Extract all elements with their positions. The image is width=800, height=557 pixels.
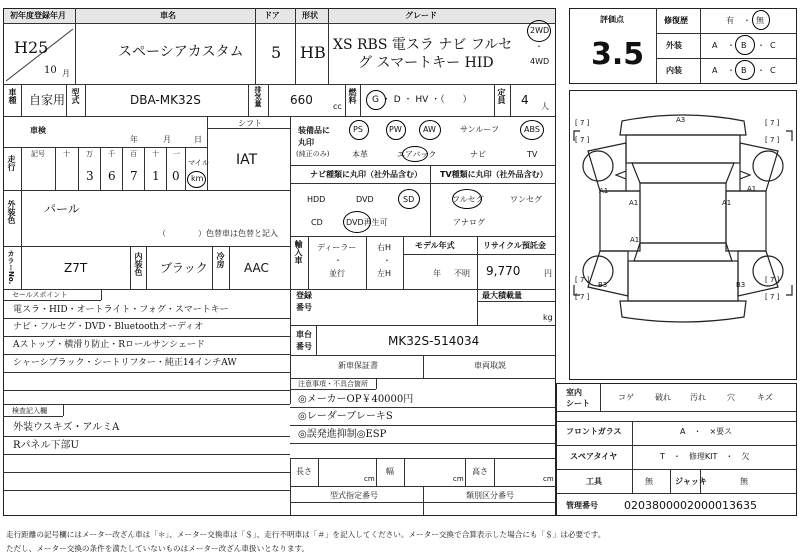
navi-hdd: HDD [307, 195, 326, 204]
import-parallel: 並行 [329, 269, 345, 278]
reg-year: H25 [14, 38, 49, 57]
eq-airbag: エアバック [397, 150, 437, 159]
cc-unit: cc [333, 102, 342, 111]
mileage-digit-5: 0 [172, 169, 180, 183]
ext-grade-dot1: ・ [727, 41, 735, 50]
sales-point-3: Aストップ・横滑り防止・Rロールサンシェード [13, 340, 205, 350]
jack-value: 無 [740, 477, 748, 486]
navi-dvd-play: DVD再生可 [346, 218, 388, 227]
diag-label-b3-left: B3 [598, 281, 608, 289]
height-unit: cm [543, 475, 554, 483]
import-dot-2: ・ [383, 256, 391, 265]
chassis-label: 車台 [296, 330, 312, 339]
sales-point-4: シャーシブラック・シートリフター・純正14インチAW [13, 358, 237, 368]
lower-right-frame [556, 383, 797, 516]
navi-sd: SD [403, 195, 415, 204]
grade-label: グレード [405, 11, 437, 20]
eq-ps: PS [353, 125, 363, 134]
interior-color-value: ブラック [160, 261, 208, 275]
equipment-label-3: (純正のみ) [296, 150, 330, 158]
tv-analog: アナログ [453, 218, 485, 227]
inspector-line-2: Rパネル下部U [13, 440, 79, 451]
navi-cd: CD [311, 218, 323, 227]
reg-no-label: 登録 [296, 291, 312, 300]
diag-seven-3: [ 7 ] [765, 119, 780, 127]
eq-tv: TV [527, 150, 538, 159]
exterior-grade-label: 外装 [666, 41, 682, 50]
displacement-value: 660 [290, 93, 313, 107]
eq-navi: ナビ [470, 150, 486, 159]
ac-label: 冷房 [216, 252, 225, 268]
model-value: DBA-MK32S [130, 93, 201, 107]
note-2: ◎レーダーブレーキS [298, 411, 393, 422]
exterior-color-label: 外装色 [7, 200, 16, 224]
shaken-day-unit: 日 [194, 135, 202, 144]
int-grade-dot1: ・ [727, 66, 735, 75]
capacity-unit: 人 [541, 102, 549, 111]
import-dot: ・ [334, 256, 342, 265]
diag-seven-8: [ 7 ] [765, 293, 780, 301]
length-unit: cm [364, 475, 375, 483]
eq-sunroof: サンルーフ [460, 125, 499, 134]
chassis-label-2: 番号 [296, 342, 312, 351]
mileage-digit-4: 1 [152, 169, 160, 183]
unit-km: km [191, 174, 204, 183]
width-unit: cm [453, 475, 464, 483]
type-no-label: 型式指定番号 [330, 491, 378, 500]
inspector-line-1: 外装ウスキズ・アルミA [13, 422, 120, 433]
length-label: 長さ [296, 467, 312, 476]
tv-label: TV種類に丸印（社外品含む） [440, 170, 548, 179]
exterior-color-value: パール [44, 202, 80, 216]
height-label: 高さ [472, 467, 488, 476]
recycle-value: 9,770 [486, 264, 521, 278]
shift-label: シフト [238, 119, 262, 128]
diag-label-a1-left-mid: A1 [629, 199, 639, 207]
exterior-color-note: （ ）色替車は色替と記入 [158, 229, 278, 238]
drive-2wd: 2WD [530, 26, 550, 35]
import-left-h: 左H [377, 269, 392, 278]
first-reg-label: 初年度登録年月 [10, 11, 66, 20]
ext-grade-c: C [770, 41, 776, 50]
car-name-label: 車名 [160, 11, 176, 20]
door-count: 5 [271, 43, 282, 62]
interior-color-label: 内装色 [134, 252, 143, 276]
sales-point-1: 電スラ・HID・オートライト・フォグ・スマートキー [13, 305, 229, 315]
unit-mile: マイル [188, 159, 209, 167]
equipment-label-2: 丸印 [298, 138, 314, 147]
inspector-label: 検査記入欄 [12, 407, 47, 415]
note-1: ◎メーカーOP￥40000円 [298, 394, 414, 405]
ac-value: AAC [244, 261, 269, 275]
repair-dot: ・ [743, 16, 751, 25]
car-name: スペーシアカスタム [118, 44, 244, 60]
footer-line-1: 走行距離の記号欄にはメーター改ざん車は「＊」、メーター交換車は「＄」、走行不明車は「＃」を記入してください。メーター交換で合算表示した場合にも「＄」は必要です。 [6, 530, 606, 539]
shape-label: 形状 [302, 11, 318, 20]
width-label: 幅 [386, 467, 394, 476]
diag-label-a1-left-rear: A1 [630, 236, 640, 244]
interior-seat-label-1: 室内 [566, 388, 582, 397]
diag-label-a1-left-front: A1 [599, 187, 609, 195]
recycle-label: リサイクル預託金 [483, 241, 546, 250]
digit-label-0: 記号 [31, 150, 45, 158]
drive-dot: ・ [535, 42, 543, 51]
diag-seven-1: [ 7 ] [575, 119, 590, 127]
max-load-label: 最大積載量 [482, 291, 522, 300]
car-diagram [570, 91, 796, 379]
displacement-label: 排気量 [254, 86, 262, 107]
fuel-label: 燃料 [348, 88, 357, 104]
diag-label-a1-right-mid: A1 [722, 199, 732, 207]
color-no-value: Z7T [64, 261, 88, 275]
diag-label-a3: A3 [676, 116, 686, 124]
usage-value: 自家用 [29, 93, 66, 107]
repair-no: 無 [756, 16, 764, 25]
sales-points-label: セールスポイント [12, 291, 68, 299]
note-3: ◎誤発進抑制◎ESP [298, 429, 387, 440]
seat-scratch: キズ [757, 393, 773, 402]
digit-label-3: 千 [108, 150, 115, 158]
class-no-label: 類別区分番号 [466, 491, 514, 500]
capacity-label: 定員 [497, 88, 506, 104]
diag-label-a1-right-front: A1 [747, 185, 757, 193]
capacity-value: 4 [521, 93, 529, 107]
eq-leather: 本革 [352, 150, 368, 159]
int-grade-b: B [741, 66, 747, 75]
jack-label: ジャッキ [675, 477, 707, 486]
eq-aw: AW [423, 125, 436, 134]
spare-tire-label: スペアタイヤ [570, 452, 618, 461]
chassis-value: MK32S-514034 [388, 334, 480, 348]
reg-month: 10 [44, 65, 57, 76]
manual-label: 車両取説 [474, 361, 506, 370]
model-year-label: モデル年式 [415, 241, 455, 250]
mileage-digit-1: 3 [86, 169, 94, 183]
seat-dirt: 汚れ [690, 393, 706, 402]
ext-grade-dot2: ・ [757, 41, 765, 50]
eq-abs: ABS [524, 125, 540, 134]
seat-hole: 穴 [727, 393, 735, 402]
grade-line-1: XS RBS 電スラ ナビ フルセ [333, 37, 513, 53]
ext-grade-a: A [712, 41, 718, 50]
shift-value: IAT [236, 152, 258, 168]
new-warranty-label: 新車保証書 [338, 361, 378, 370]
tools-label: 工具 [586, 477, 602, 486]
digit-label-2: 万 [86, 150, 93, 158]
interior-seat-label-2: シート [566, 399, 590, 408]
sales-point-2: ナビ・フルセグ・DVD・Bluetoothオーディオ [13, 322, 204, 332]
navi-dvd: DVD [356, 195, 374, 204]
reg-month-unit: 月 [62, 69, 70, 78]
seat-tear: 破れ [655, 393, 671, 402]
mileage-digit-3: 7 [130, 169, 138, 183]
digit-label-6: 一 [173, 150, 180, 158]
management-value: 0203800002000013635 [624, 499, 757, 512]
fuel-options: G ・ D ・ HV ・（ ） [372, 95, 472, 105]
repair-label: 修復歴 [664, 16, 688, 25]
notes-label: 注意事項・不具合箇所 [298, 380, 368, 388]
diag-seven-7: [ 7 ] [765, 276, 780, 284]
diag-seven-4: [ 7 ] [765, 136, 780, 144]
import-label: 輸入車 [294, 240, 303, 264]
tv-fullseg: フルセグ [452, 195, 484, 204]
footer-line-2: ただし、メーター交換の条件を満たしていないものはメーター改ざん車扱いとなります。 [6, 544, 310, 553]
diag-seven-5: [ 7 ] [575, 276, 590, 284]
digit-label-5: 十 [152, 150, 159, 158]
digit-label-4: 百 [130, 150, 137, 158]
windshield-label: フロントガラス [566, 427, 622, 436]
int-grade-dot2: ・ [757, 66, 765, 75]
mileage-label: 走行 [7, 155, 16, 171]
import-right-h: 右H [377, 243, 392, 252]
tv-oneseg: ワンセグ [510, 195, 542, 204]
model-label: 型式 [71, 88, 80, 104]
usage-label: 車種 [8, 88, 17, 104]
interior-grade-label: 内装 [666, 66, 682, 75]
score-label: 評価点 [600, 15, 624, 24]
import-dealer: ディーラー [317, 243, 357, 252]
diag-seven-6: [ 7 ] [575, 293, 590, 301]
shaken-year-unit: 年 [130, 135, 138, 144]
shaken-label: 車検 [30, 126, 46, 135]
kg-unit: kg [543, 313, 553, 322]
diag-seven-2: [ 7 ] [575, 136, 590, 144]
mileage-digit-2: 6 [108, 169, 116, 183]
color-no-label: カラーNo. [7, 250, 15, 285]
int-grade-a: A [712, 66, 718, 75]
model-year-unit: 年 [433, 269, 441, 278]
tools-value: 無 [645, 477, 653, 486]
equipment-label-1: 装備品に [298, 126, 330, 135]
recycle-unit: 円 [544, 269, 552, 278]
spare-tire-value: T ・ 修理KIT ・ 欠 [660, 452, 750, 461]
windshield-value: A ・ ×要ス [680, 427, 733, 436]
int-grade-c: C [770, 66, 776, 75]
model-year-value: 不明 [454, 269, 470, 278]
drive-4wd: 4WD [530, 57, 550, 66]
reg-no-label-2: 番号 [296, 303, 312, 312]
diag-label-b3-right: B3 [736, 281, 746, 289]
seat-burn: コゲ [618, 393, 634, 402]
door-label: ドア [264, 11, 280, 20]
grade-line-2: グ スマートキー HID [358, 55, 494, 71]
score-value: 3.5 [591, 37, 645, 72]
navi-label: ナビ種類に丸印（社外品含む） [310, 170, 422, 179]
ext-grade-b: B [741, 41, 747, 50]
management-label: 管理番号 [566, 501, 598, 510]
repair-yes: 有 [726, 16, 734, 25]
shaken-month-unit: 月 [163, 135, 171, 144]
body-shape: HB [300, 43, 326, 62]
digit-label-1: 十 [63, 150, 70, 158]
eq-pw: PW [389, 125, 402, 134]
